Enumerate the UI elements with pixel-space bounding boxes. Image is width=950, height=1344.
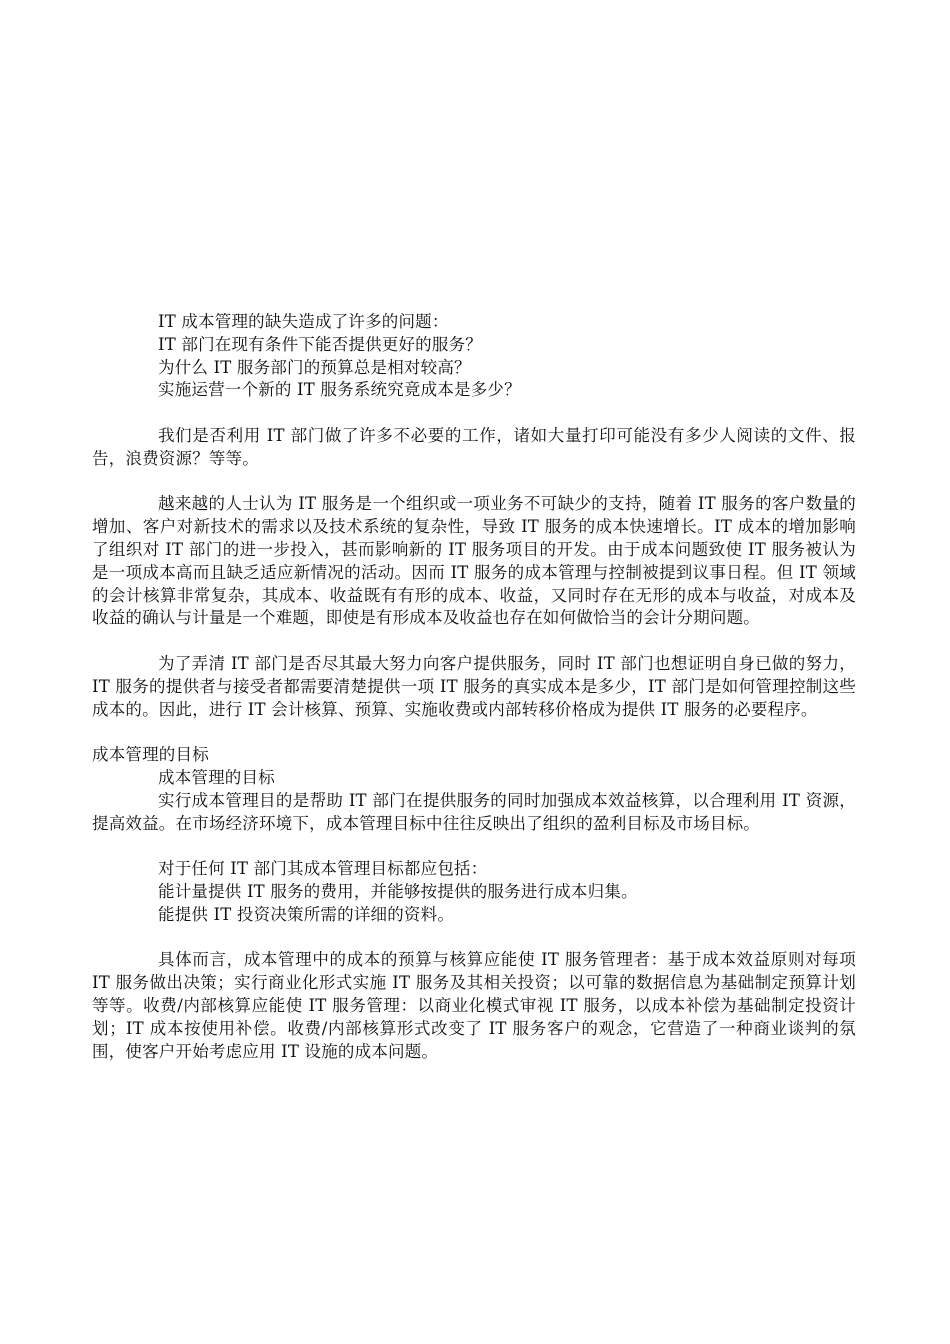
spacer [92,721,856,744]
spacer [92,835,856,858]
spacer [92,927,856,950]
document-body [92,311,856,1063]
goal-item-2: 能提供 IT 投资决策所需的详细的资料。 [158,904,455,924]
problem-question-2: 为什么 IT 服务部门的预算总是相对较高？ [158,357,471,377]
goal-item-1: 能计量提供 IT 服务的费用，并能够按提供的服务进行成本归集。 [158,881,638,901]
paragraph-unnecessary-work: 我们是否利用 IT 部门做了许多不必要的工作，诸如大量打印可能没有多少人阅读的文件、报告，浪费资源？等等。 [92,425,856,468]
spacer [92,471,856,494]
spacer [92,402,856,425]
paragraph-true-cost: 为了弄清 IT 部门是否尽其最大努力向客户提供服务，同时 IT 部门也想证明自身已做的努力，IT 服务的提供者与接受者都需要清楚提供一项 IT 服务的真实成本是多少，IT 部门是如何管理控制这些成本的。因此，进行 IT 会计核算、预算、实施收费或内部转移价格成为提供 IT 服务的必要程序。 [92,653,856,719]
section-subheading: 成本管理的目标 [158,767,275,787]
goals-intro: 对于任何 IT 部门其成本管理目标都应包括： [158,859,488,879]
problem-question-1: IT 部门在现有条件下能否提供更好的服务？ [158,334,482,354]
paragraph-goal-purpose: 实行成本管理目的是帮助 IT 部门在提供服务的同时加强成本效益核算，以合理利用 IT 资源，提高效益。在市场经济环境下，成本管理目标中往往反映出了组织的盈利目标及市场目标。 [92,790,856,833]
problem-question-3: 实施运营一个新的 IT 服务系统究竟成本是多少？ [158,380,521,400]
section-heading: 成本管理的目标 [92,745,209,765]
problems-intro: IT 成本管理的缺失造成了许多的问题： [158,312,449,331]
paragraph-cost-growth: 越来越的人士认为 IT 服务是一个组织或一项业务不可缺少的支持，随着 IT 服务的客户数量的增加、客户对新技术的需求以及技术系统的复杂性，导致 IT 服务的成本快速增长。IT 成本的增加影响了组织对 IT 部门的进一步投入，甚而影响新的 IT 服务项目的开发。由于成本问题致使 IT 服务被认为是一项成本高而且缺乏适应新情况的活动。因而 IT 服务的成本管理与控制被提到议事日程。但 IT 领域的会计核算非常复杂，其成本、收益既有有形的成本、收益，又同时存在无形的成本与收益，对成本及收益的确认与计量是一个难题，即使是有形成本及收益也存在如何做恰当的会计分期问题。 [92,494,856,628]
paragraph-budget-accounting: 具体而言，成本管理中的成本的预算与核算应能使 IT 服务管理者：基于成本效益原则对每项 IT 服务做出决策；实行商业化形式实施 IT 服务及其相关投资；以可靠的数据信息为基础制定预算计划等等。收费/内部核算应能使 IT 服务管理：以商业化模式审视 IT 服务，以成本补偿为基础制定投资计划；IT 成本按使用补偿。收费/内部核算形式改变了 IT 服务客户的观念，它营造了一种商业谈判的氛围，使客户开始考虑应用 IT 设施的成本问题。 [92,950,856,1061]
spacer [92,630,856,653]
